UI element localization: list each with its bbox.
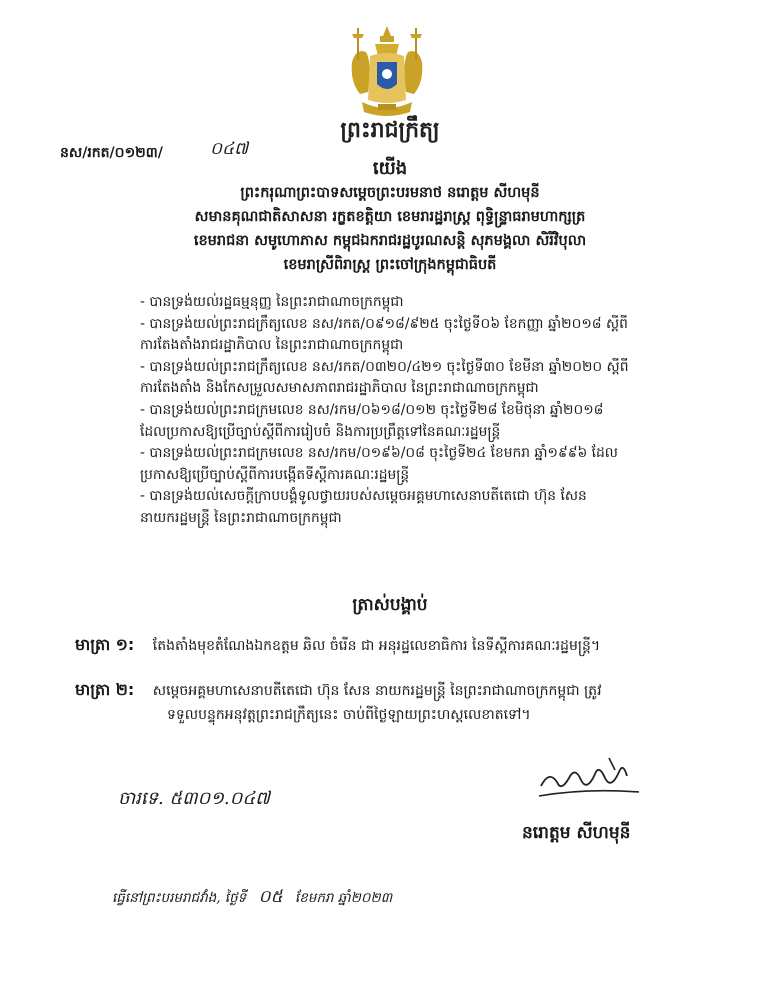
- reference-number-handwritten: ០៤៧: [210, 139, 249, 159]
- consideration-line: - បានទ្រង់យល់រដ្ឋធម្មនុញ្ញ នៃព្រះរាជាណាចក្រកម្ពុជា: [140, 294, 404, 310]
- day-handwritten: ០៥: [258, 887, 283, 907]
- royal-coat-of-arms-icon: [342, 22, 432, 122]
- consideration-line: ដែលប្រកាសឱ្យប្រើច្បាប់ស្តីពីការរៀបចំ និងការប្រព្រឹត្តទៅនៃគណៈរដ្ឋមន្ត្រី: [140, 423, 501, 440]
- consideration-line: ការតែងតាំងរាជរដ្ឋាភិបាល នៃព្រះរាជាណាចក្រកម្ពុជា: [140, 337, 404, 354]
- article-2: [75, 678, 715, 727]
- article-1: [75, 633, 715, 658]
- consideration-line: - បានទ្រង់យល់ព្រះរាជក្រឹត្យលេខ នស/រកត/០៣២០/៤២១ ចុះថ្ងៃទី៣០ ខែមីនា ឆ្នាំ២០២០ ស្តីពី: [140, 358, 629, 375]
- consideration-line: នាយករដ្ឋមន្ត្រី នៃព្រះរាជាណាចក្រកម្ពុជា: [140, 509, 342, 526]
- consideration-line: ការតែងតាំង និងកែសម្រួលសមាសភាពរាជរដ្ឋាភិបាល នៃព្រះរាជាណាចក្រកម្ពុជា: [140, 380, 539, 397]
- signer-name: នរោត្តម សីហមុនី: [522, 823, 631, 843]
- decree-title: ព្រះរាជក្រឹត្យ: [340, 118, 440, 143]
- article-text: សម្តេចអគ្គមហាសេនាបតីតេជោ ហ៊ុន សែន នាយករដ្ឋមន្ត្រី នៃព្រះរាជាណាចក្រកម្ពុជា ត្រូវ: [152, 683, 602, 699]
- place-and-date: [112, 886, 392, 911]
- considerations-list: [140, 292, 700, 530]
- decree-heading: ត្រាស់បង្គាប់: [352, 595, 428, 615]
- month-year: ខែមករា ឆ្នាំ២០២៣: [294, 890, 393, 906]
- place-date-prefix: ធ្វើនៅព្រះបរមរាជវាំង, ថ្ងៃទី: [112, 890, 247, 906]
- consideration-line: - បានទ្រង់យល់ព្រះរាជក្រឹត្យលេខ នស/រកត/០៩១៨/៩២៥ ចុះថ្ងៃទី០៦ ខែកញ្ញា ឆ្នាំ២០១៨ ស្តីពី: [140, 315, 628, 332]
- king-title-line: ខេមរាស្រីពិរាស្ត្រ ព្រះចៅក្រុងកម្ពុជាធិបតី: [283, 257, 497, 273]
- king-title-line: ព្រះករុណាព្រះបាទសម្តេចព្រះបរមនាថ នរោត្តម សីហមុនី: [240, 185, 540, 201]
- article-label: មាត្រា ១:: [75, 635, 135, 654]
- article-text: តែងតាំងមុខតំណែងឯកឧត្តម ឆិល ចំរើន ជា អនុរដ្ឋលេខាធិការ នៃទីស្តីការគណៈរដ្ឋមន្ត្រី។: [152, 638, 601, 654]
- consideration-line: - បានទ្រង់យល់សេចក្តីក្រាបបង្គំទូលថ្វាយរបស់សម្តេចអគ្គមហាសេនាបតីតេជោ ហ៊ុន សែន: [140, 488, 587, 505]
- consideration-line: ប្រកាសឱ្យប្រើច្បាប់ស្តីពីការបង្កើតទីស្តីការគណៈរដ្ឋមន្ត្រី: [140, 466, 410, 483]
- consideration-line: - បានទ្រង់យល់ព្រះរាជក្រមលេខ នស/រកម/០១៩៦/០៨ ចុះថ្ងៃទី២៤ ខែមករា ឆ្នាំ១៩៩៦ ដែល: [140, 445, 618, 462]
- article-label: មាត្រា ២:: [75, 680, 135, 699]
- king-title-line: ខេមរាជនា សមូហោភាស កម្ពុជឯករាជរដ្ឋបូរណសន្តិ សុភមង្គលា សិរីវិបុលា: [193, 233, 587, 249]
- reference-number: នស/រកត/០១២៣/: [60, 145, 163, 161]
- royal-signature-icon: [535, 752, 645, 802]
- king-title-line: សមានគុណជាតិសាសនា រក្ខតខត្តិយា ខេមរារដ្ឋរាស្ត្រ ពុទ្ធិន្ទ្រាធរាមហាក្សត្រ: [194, 209, 586, 225]
- we-heading: យើង: [372, 158, 408, 179]
- registry-stamp-handwritten: ចារទេ. ៥៣០១.០៤៧: [118, 788, 270, 809]
- article-text-continued: ទទួលបន្ទុកអនុវត្តព្រះរាជក្រឹត្យនេះ ចាប់ពីថ្ងៃឡាយព្រះហស្តលេខាតទៅ។: [167, 707, 531, 723]
- consideration-line: - បានទ្រង់យល់ព្រះរាជក្រមលេខ នស/រកម/០៦១៨/០១២ ចុះថ្ងៃទី២៨ ខែមិថុនា ឆ្នាំ២០១៨: [140, 401, 604, 418]
